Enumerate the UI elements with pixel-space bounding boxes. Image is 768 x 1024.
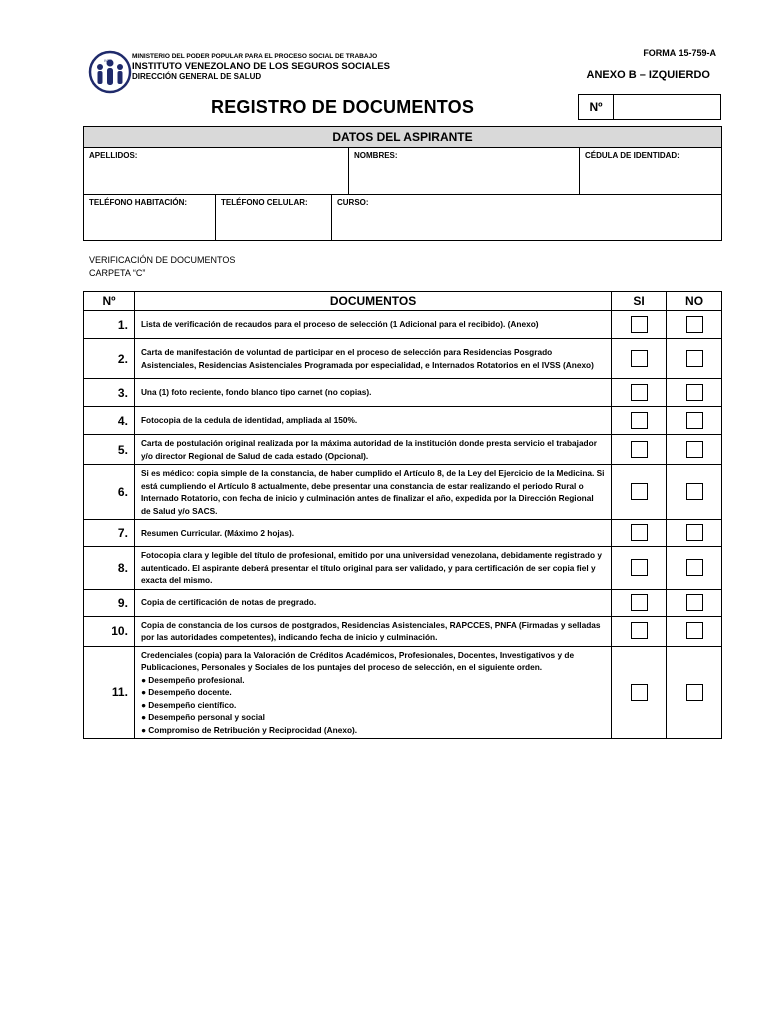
cedula-field[interactable]	[579, 148, 721, 194]
row-number: 8.	[84, 547, 135, 590]
no-checkbox[interactable]	[686, 483, 703, 500]
si-checkbox[interactable]	[631, 441, 648, 458]
no-checkbox[interactable]	[686, 316, 703, 333]
cedula-label: CÉDULA DE IDENTIDAD:	[585, 151, 680, 160]
ministry-name: MINISTERIO DEL PODER POPULAR PARA EL PROCESO SOCIAL DE TRABAJO	[132, 53, 378, 60]
si-checkbox[interactable]	[631, 412, 648, 429]
apellidos-label: APELLIDOS:	[89, 151, 138, 160]
no-checkbox[interactable]	[686, 441, 703, 458]
no-checkbox[interactable]	[686, 684, 703, 701]
table-header-row	[84, 292, 722, 311]
direction-name: DIRECCIÓN GENERAL DE SALUD	[132, 72, 262, 81]
table-row	[84, 311, 722, 339]
bullet-item: ● Desempeño docente.	[140, 687, 232, 697]
row-number: 9.	[84, 589, 135, 616]
col-header-num: Nº	[84, 292, 135, 311]
verification-note	[89, 254, 235, 280]
table-row	[84, 616, 722, 646]
documents-table	[83, 291, 722, 739]
row-number: 6.	[84, 465, 135, 520]
tel-habitacion-label: TELÉFONO HABITACIÓN:	[89, 198, 188, 207]
applicant-row-names	[84, 148, 721, 195]
form-code: FORMA 15-759-A	[643, 48, 716, 58]
document-description: Fotocopia de la cedula de identidad, ampliada al 150%.	[134, 407, 611, 435]
row-number: 1.	[84, 311, 135, 339]
tel-celular-label: TELÉFONO CELULAR:	[221, 198, 308, 207]
institute-name: INSTITUTO VENEZOLANO DE LOS SEGUROS SOCIALES	[132, 61, 390, 72]
nombres-field[interactable]	[348, 148, 579, 194]
page-title: REGISTRO DE DOCUMENTOS	[211, 97, 475, 117]
si-checkbox[interactable]	[631, 350, 648, 367]
si-checkbox[interactable]	[631, 316, 648, 333]
no-checkbox[interactable]	[686, 559, 703, 576]
applicant-section-heading: DATOS DEL ASPIRANTE	[84, 127, 721, 148]
row-number: 11.	[84, 646, 135, 739]
number-field[interactable]	[614, 95, 720, 119]
document-description: Lista de verificación de recaudos para el proceso de selección (1 Adicional para el recibido). (Anexo)	[134, 311, 611, 339]
table-row	[84, 339, 722, 379]
row-number: 3.	[84, 379, 135, 407]
tel-celular-field[interactable]	[215, 195, 331, 240]
table-row	[84, 547, 722, 590]
tel-habitacion-field[interactable]	[84, 195, 215, 240]
table-row	[84, 435, 722, 465]
no-checkbox[interactable]	[686, 622, 703, 639]
folder-line: CARPETA “C”	[89, 268, 146, 278]
document-description: Fotocopia clara y legible del título de profesional, emitido por una universidad venezolana, debidamente registrado y autenticado. El aspirante deberá presentar el título original para ser validado, y para certificación de ser copia fiel y exacta del mismo.	[134, 547, 611, 590]
nombres-label: NOMBRES:	[354, 151, 398, 160]
no-checkbox[interactable]	[686, 350, 703, 367]
bullet-item: ● Compromiso de Retribución y Reciprocidad (Anexo).	[140, 724, 358, 735]
ivss-logo	[88, 50, 132, 94]
row-number: 7.	[84, 520, 135, 547]
col-header-si: SI	[612, 292, 667, 311]
bullet-item: ● Desempeño científico.	[140, 699, 237, 710]
no-checkbox[interactable]	[686, 412, 703, 429]
annex-label: ANEXO B – IZQUIERDO	[586, 69, 710, 81]
credentials-intro: Credenciales (copia) para la Valoración de Créditos Académicos, Profesionales, Docentes, Investigativos y de Publicaciones, Personales y Sociales de los puntajes del proceso de selección, en el siguiente orden.	[140, 649, 575, 672]
row-number: 2.	[84, 339, 135, 379]
bullet-item: ● Desempeño profesional.	[140, 674, 245, 685]
no-checkbox[interactable]	[686, 594, 703, 611]
row-number: 10.	[84, 616, 135, 646]
document-description	[134, 646, 611, 739]
applicant-row-contact	[84, 195, 721, 240]
table-row	[84, 646, 722, 739]
table-row	[84, 407, 722, 435]
document-header	[88, 46, 728, 96]
bullet-item: ● Desempeño personal y social	[140, 712, 265, 722]
si-checkbox[interactable]	[631, 622, 648, 639]
document-description: Copia de certificación de notas de pregrado.	[134, 589, 611, 616]
verification-line: VERIFICACIÓN DE DOCUMENTOS	[89, 255, 236, 265]
si-checkbox[interactable]	[631, 559, 648, 576]
applicant-data-section	[83, 126, 722, 241]
table-row	[84, 465, 722, 520]
organization-block	[132, 54, 390, 83]
row-number: 5.	[84, 435, 135, 465]
table-row	[84, 589, 722, 616]
row-number: 4.	[84, 407, 135, 435]
table-row	[84, 379, 722, 407]
no-checkbox[interactable]	[686, 524, 703, 541]
document-description: Si es médico: copia simple de la constancia, de haber cumplido el Artículo 8, de la Ley del Ejercicio de la Medicina. Si está cumpliendo el Artículo 8 actualmente, debe presentar una constancia de estar realizando el periodo Rural o Internado Rotatorio, con fecha de inicio y culminación antes de finalizar el año, expedida por la Dirección Regional de Salud y/o SACS.	[134, 465, 611, 520]
si-checkbox[interactable]	[631, 384, 648, 401]
document-description: Copia de constancia de los cursos de postgrados, Residencias Asistenciales, RAPCCES, PNFA (Firmadas y selladas por las autoridades competentes), indicando fecha de inicio y culminación.	[134, 616, 611, 646]
apellidos-field[interactable]	[84, 148, 348, 194]
registration-number-box	[578, 94, 721, 120]
col-header-no: NO	[667, 292, 722, 311]
document-description: Resumen Curricular. (Máximo 2 hojas).	[134, 520, 611, 547]
si-checkbox[interactable]	[631, 483, 648, 500]
document-description: Una (1) foto reciente, fondo blanco tipo carnet (no copias).	[134, 379, 611, 407]
table-row	[84, 520, 722, 547]
si-checkbox[interactable]	[631, 594, 648, 611]
si-checkbox[interactable]	[631, 684, 648, 701]
si-checkbox[interactable]	[631, 524, 648, 541]
curso-label: CURSO:	[337, 198, 369, 207]
document-description: Carta de manifestación de voluntad de participar en el proceso de selección para Residencias Posgrado Asistenciales, Residencias Asistenciales Programada por especialidad, e Internados Rotatorios en el IVSS (Anexo)	[134, 339, 611, 379]
curso-field[interactable]	[331, 195, 721, 240]
document-description: Carta de postulación original realizada por la máxima autoridad de la institución donde presta servicio el trabajador y/o director Regional de Salud de cada estado (Opcional).	[134, 435, 611, 465]
svg-text:IVSS: IVSS	[104, 59, 112, 63]
number-label: Nº	[579, 95, 614, 119]
no-checkbox[interactable]	[686, 384, 703, 401]
col-header-docs: DOCUMENTOS	[134, 292, 611, 311]
